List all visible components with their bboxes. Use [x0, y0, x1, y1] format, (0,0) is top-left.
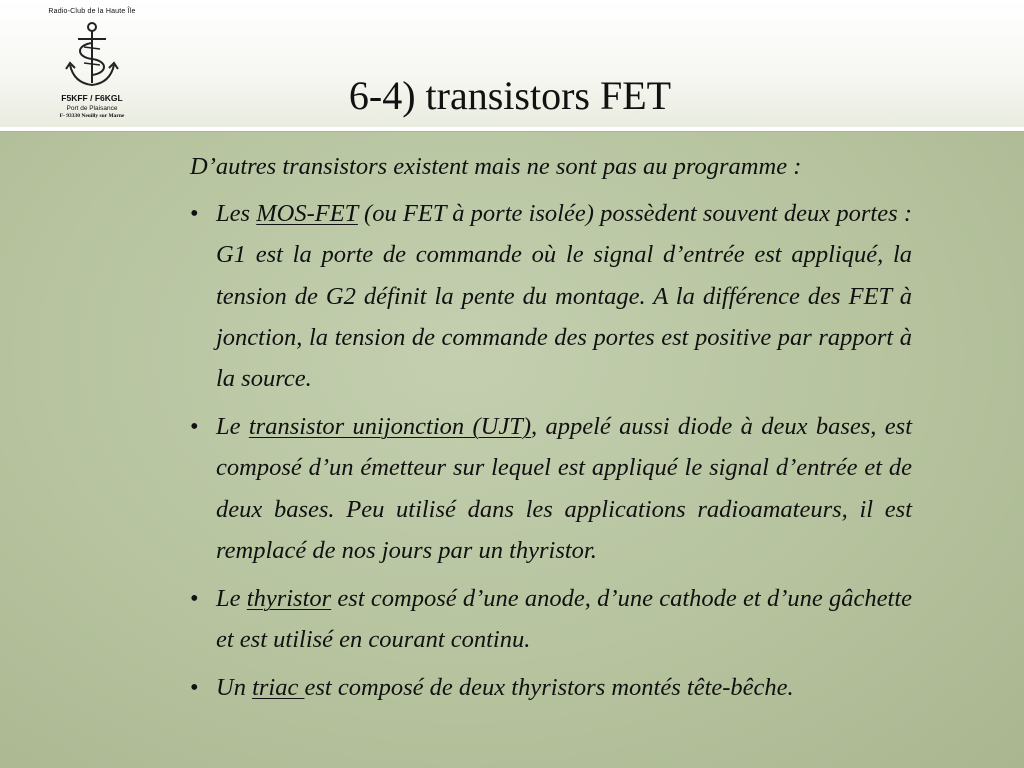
bullet-prefix: Le	[216, 413, 249, 441]
club-logo	[22, 4, 162, 122]
bullet-triac	[190, 667, 912, 708]
intro-text: D’autres transistors existent mais ne sont pas au programme :	[190, 153, 802, 180]
bullet-prefix: Les	[216, 200, 257, 228]
bullet-prefix: Un	[216, 674, 253, 702]
bullet-mosfet	[190, 193, 912, 399]
anchor-icon	[62, 19, 122, 91]
logo-callsign: F5KFF / F6KGL	[61, 93, 123, 103]
bullet-text: est composé de deux thyristors montés tête-bêche.	[304, 674, 794, 702]
bullet-marker: •	[190, 674, 199, 702]
logo-place: Port de Plaisance	[66, 105, 118, 112]
bullet-marker: •	[190, 413, 199, 441]
term-triac: triac	[252, 674, 305, 702]
term-thyristor: thyristor	[246, 585, 332, 613]
bullet-marker: •	[190, 585, 199, 613]
term-ujt: transistor unijonction (UJT)	[248, 413, 531, 441]
bullet-marker: •	[190, 200, 199, 228]
bullet-prefix: Le	[216, 585, 247, 613]
bullet-text: (ou FET à porte isolée) possèdent souvent deux portes : G1 est la porte de commande où le signal d’entrée est appliqué, la tension de G2 définit la pente du montage. A la différence des FET à jonction, la tension de commande des portes est positive par rapport à la source.	[216, 200, 912, 393]
logo-address: F- 93330 Neuilly sur Marne	[59, 113, 125, 119]
bullet-text: est composé d’une anode, d’une cathode et d’une gâchette et est utilisé en courant continu.	[216, 585, 913, 654]
bullet-thyristor	[190, 578, 912, 660]
term-mosfet: MOS-FET	[256, 200, 358, 228]
logo-club-name: Radio-Club de la Haute Île	[48, 8, 136, 15]
slide-title: 6-4) transistors FET	[348, 73, 672, 118]
slide-body	[190, 146, 912, 716]
bullet-text: , appelé aussi diode à deux bases, est composé d’un émetteur sur lequel est appliqué le signal d’entrée et de deux bases. Peu utilisé dans les applications radioamateurs, il est remplacé de nos jours par un thyristor.	[216, 413, 913, 564]
bullet-ujt	[190, 406, 912, 571]
